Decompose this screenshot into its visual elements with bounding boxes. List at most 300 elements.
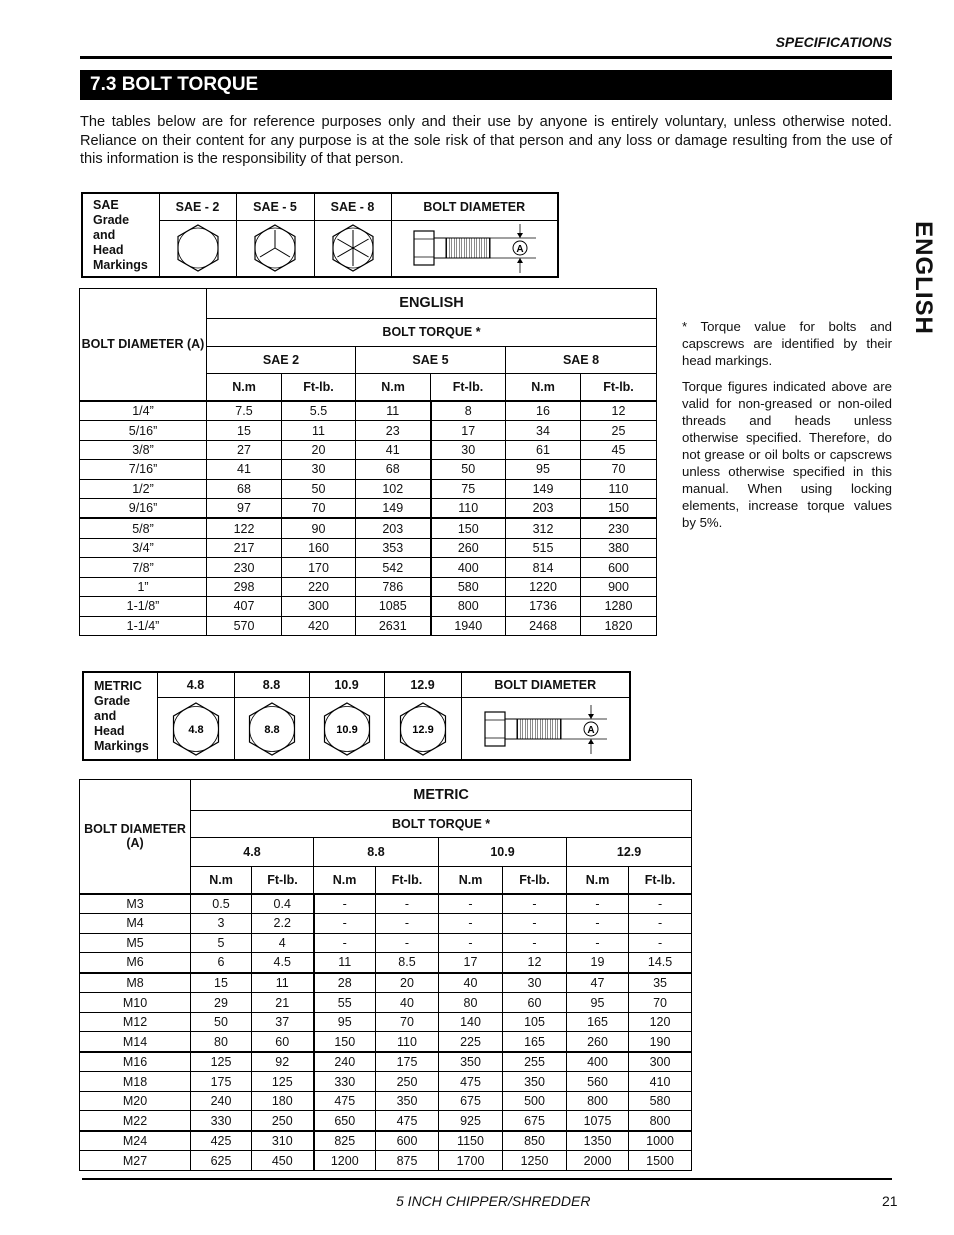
torque-cell: 3 xyxy=(191,914,252,933)
table-row xyxy=(80,1012,692,1031)
torque-cell: 240 xyxy=(314,1052,376,1072)
torque-cell: - xyxy=(567,914,629,933)
torque-cell: 11 xyxy=(314,953,376,973)
bolt-size-cell: 3/8” xyxy=(80,440,207,459)
torque-cell: 1350 xyxy=(567,1131,629,1151)
torque-cell: 110 xyxy=(581,479,657,498)
metric-unit-header: Ft-lb. xyxy=(629,866,692,893)
sae-8-head-icon xyxy=(314,220,391,277)
sae-grade-8-header: SAE - 8 xyxy=(314,193,391,220)
english-unit-header: Ft-lb. xyxy=(431,374,506,401)
torque-cell: 180 xyxy=(252,1091,314,1110)
torque-cell: 2631 xyxy=(356,616,431,635)
bolt-size-cell: 1-1/4” xyxy=(80,616,207,635)
torque-cell: 6 xyxy=(191,953,252,973)
bolt-size-cell: M14 xyxy=(80,1032,191,1052)
torque-cell: 350 xyxy=(439,1052,503,1072)
torque-cell: 475 xyxy=(439,1072,503,1091)
metric-bolt-diameter-header: BOLT DIAMETER xyxy=(461,672,630,698)
torque-cell: 15 xyxy=(207,421,282,440)
torque-cell: 1820 xyxy=(581,616,657,635)
torque-cell: 203 xyxy=(506,498,581,518)
table-row xyxy=(80,518,657,538)
torque-cell: 400 xyxy=(567,1052,629,1072)
torque-cell: - xyxy=(503,914,567,933)
torque-cell: 8 xyxy=(431,401,506,421)
metric-unit-header: N.m xyxy=(314,866,376,893)
footer-title: 5 INCH CHIPPER/SHREDDER xyxy=(396,1193,591,1209)
english-torque-header: BOLT TORQUE * xyxy=(207,318,657,346)
torque-cell: 4.5 xyxy=(252,953,314,973)
torque-cell: 310 xyxy=(252,1131,314,1151)
bolt-size-cell: M20 xyxy=(80,1091,191,1110)
torque-cell: 34 xyxy=(506,421,581,440)
bolt-size-cell: M16 xyxy=(80,1052,191,1072)
torque-cell: 105 xyxy=(503,1012,567,1031)
torque-cell: 27 xyxy=(207,440,282,459)
torque-cell: - xyxy=(376,914,439,933)
torque-cell: 2468 xyxy=(506,616,581,635)
torque-cell: 1000 xyxy=(629,1131,692,1151)
torque-cell: 95 xyxy=(314,1012,376,1031)
torque-cell: 41 xyxy=(207,460,282,479)
torque-cell: - xyxy=(567,894,629,914)
english-torque-table xyxy=(79,288,657,636)
table-row xyxy=(80,440,657,459)
torque-cell: 850 xyxy=(503,1131,567,1151)
table-row xyxy=(80,894,692,914)
metric-unit-header: N.m xyxy=(567,866,629,893)
torque-cell: - xyxy=(629,914,692,933)
torque-cell: 217 xyxy=(207,539,282,558)
torque-cell: 203 xyxy=(356,518,431,538)
torque-footnote: * Torque value for bolts and capscrews are identified by their head markings. xyxy=(682,319,892,368)
table-row xyxy=(80,401,657,421)
english-unit-header: N.m xyxy=(356,374,431,401)
metric-10-9-head-icon xyxy=(309,698,384,760)
table-row xyxy=(80,1072,692,1091)
sae-markings-table xyxy=(81,192,559,278)
table-row xyxy=(80,539,657,558)
svg-text:4.8: 4.8 xyxy=(187,723,204,736)
torque-cell: 50 xyxy=(431,460,506,479)
torque-cell: 150 xyxy=(314,1032,376,1052)
svg-text:A: A xyxy=(587,724,595,736)
torque-cell: 1940 xyxy=(431,616,506,635)
english-grade-header: SAE 2 xyxy=(207,347,356,374)
table-row xyxy=(80,1032,692,1052)
torque-guidance-note: Torque figures indicated above are valid for non-greased or non-oiled threads and heads unless otherwise specified. Therefore, do not grease or oil bolts or capscrews unless otherwise specified in this manual. When using locking elements, increase torque values by 5%. xyxy=(682,379,892,530)
torque-cell: 95 xyxy=(567,993,629,1012)
torque-cell: 350 xyxy=(376,1091,439,1110)
table-row xyxy=(80,973,692,993)
table-row xyxy=(80,577,657,596)
torque-cell: 407 xyxy=(207,597,282,616)
torque-cell: 21 xyxy=(252,993,314,1012)
metric-markings-label: METRIC Grade and Head Markings xyxy=(83,672,157,760)
table-row xyxy=(80,1111,692,1131)
torque-cell: 600 xyxy=(376,1131,439,1151)
torque-cell: 92 xyxy=(252,1052,314,1072)
torque-cell: 542 xyxy=(356,558,431,577)
english-unit-header: N.m xyxy=(506,374,581,401)
english-unit-header: N.m xyxy=(207,374,282,401)
table-row xyxy=(80,597,657,616)
bolt-size-cell: M18 xyxy=(80,1072,191,1091)
torque-cell: 17 xyxy=(431,421,506,440)
torque-cell: - xyxy=(567,933,629,952)
torque-cell: 70 xyxy=(629,993,692,1012)
metric-bolt-diagram-icon xyxy=(461,698,630,760)
torque-cell: 230 xyxy=(207,558,282,577)
torque-cell: 19 xyxy=(567,953,629,973)
sae-bolt-diagram-icon xyxy=(391,220,558,277)
torque-cell: 5 xyxy=(191,933,252,952)
torque-cell: 240 xyxy=(191,1091,252,1110)
torque-cell: 675 xyxy=(503,1111,567,1131)
torque-cell: - xyxy=(314,894,376,914)
torque-cell: 1220 xyxy=(506,577,581,596)
torque-cell: 0.5 xyxy=(191,894,252,914)
torque-cell: 800 xyxy=(567,1091,629,1110)
torque-cell: 70 xyxy=(282,498,356,518)
torque-cell: 800 xyxy=(629,1111,692,1131)
table-row xyxy=(80,1151,692,1171)
torque-cell: 12 xyxy=(503,953,567,973)
bolt-size-cell: M3 xyxy=(80,894,191,914)
footer-rule xyxy=(82,1178,892,1180)
section-title: 7.3 BOLT TORQUE xyxy=(80,70,892,100)
metric-8-8-head-icon xyxy=(234,698,309,760)
bolt-size-cell: 1-1/8” xyxy=(80,597,207,616)
metric-torque-header: BOLT TORQUE * xyxy=(191,811,692,838)
torque-cell: 41 xyxy=(356,440,431,459)
torque-cell: 250 xyxy=(376,1072,439,1091)
torque-cell: 30 xyxy=(282,460,356,479)
torque-cell: 330 xyxy=(191,1111,252,1131)
torque-cell: 11 xyxy=(252,973,314,993)
torque-cell: 925 xyxy=(439,1111,503,1131)
torque-cell: 786 xyxy=(356,577,431,596)
torque-cell: 97 xyxy=(207,498,282,518)
torque-cell: 170 xyxy=(282,558,356,577)
metric-unit-header: Ft-lb. xyxy=(376,866,439,893)
torque-cell: 150 xyxy=(431,518,506,538)
sae-grade-5-header: SAE - 5 xyxy=(236,193,314,220)
torque-cell: 650 xyxy=(314,1111,376,1131)
torque-cell: 110 xyxy=(431,498,506,518)
torque-cell: 1250 xyxy=(503,1151,567,1171)
torque-cell: - xyxy=(439,933,503,952)
torque-cell: 420 xyxy=(282,616,356,635)
metric-unit-header: Ft-lb. xyxy=(503,866,567,893)
torque-cell: 23 xyxy=(356,421,431,440)
torque-cell: - xyxy=(314,933,376,952)
torque-cell: 30 xyxy=(503,973,567,993)
torque-cell: 140 xyxy=(439,1012,503,1031)
torque-cell: 68 xyxy=(207,479,282,498)
torque-cell: 1075 xyxy=(567,1111,629,1131)
bolt-size-cell: 5/16” xyxy=(80,421,207,440)
running-header: SPECIFICATIONS xyxy=(775,34,892,50)
torque-cell: 80 xyxy=(191,1032,252,1052)
table-row xyxy=(80,421,657,440)
english-grade-header: SAE 5 xyxy=(356,347,506,374)
torque-cell: 5.5 xyxy=(282,401,356,421)
bolt-size-cell: 5/8” xyxy=(80,518,207,538)
torque-cell: 55 xyxy=(314,993,376,1012)
torque-cell: 40 xyxy=(439,973,503,993)
torque-cell: - xyxy=(503,894,567,914)
bolt-size-cell: M10 xyxy=(80,993,191,1012)
torque-cell: 515 xyxy=(506,539,581,558)
torque-cell: - xyxy=(439,894,503,914)
torque-cell: 625 xyxy=(191,1151,252,1171)
sae-grade-2-header: SAE - 2 xyxy=(159,193,236,220)
torque-cell: 330 xyxy=(314,1072,376,1091)
torque-cell: 1085 xyxy=(356,597,431,616)
torque-cell: 29 xyxy=(191,993,252,1012)
torque-cell: 1200 xyxy=(314,1151,376,1171)
bolt-size-cell: M27 xyxy=(80,1151,191,1171)
svg-text:A: A xyxy=(516,244,524,256)
bolt-size-cell: M22 xyxy=(80,1111,191,1131)
torque-cell: - xyxy=(376,894,439,914)
torque-cell: 380 xyxy=(581,539,657,558)
torque-cell: 175 xyxy=(191,1072,252,1091)
sae-markings-label: SAE Grade and Head Markings xyxy=(82,193,159,277)
bolt-size-cell: M12 xyxy=(80,1012,191,1031)
bolt-size-cell: 3/4” xyxy=(80,539,207,558)
metric-grade-header: 8.8 xyxy=(234,672,309,698)
table-row xyxy=(80,1052,692,1072)
bolt-size-cell: M24 xyxy=(80,1131,191,1151)
torque-cell: 800 xyxy=(431,597,506,616)
torque-cell: 70 xyxy=(376,1012,439,1031)
table-row xyxy=(80,993,692,1012)
torque-cell: 50 xyxy=(191,1012,252,1031)
torque-cell: 50 xyxy=(282,479,356,498)
torque-cell: 37 xyxy=(252,1012,314,1031)
torque-cell: 500 xyxy=(503,1091,567,1110)
torque-cell: 61 xyxy=(506,440,581,459)
metric-table-title: METRIC xyxy=(191,780,692,811)
bolt-size-cell: 1” xyxy=(80,577,207,596)
torque-cell: 102 xyxy=(356,479,431,498)
bolt-size-cell: 1/2” xyxy=(80,479,207,498)
torque-cell: 17 xyxy=(439,953,503,973)
torque-cell: 255 xyxy=(503,1052,567,1072)
torque-cell: - xyxy=(439,914,503,933)
metric-torque-table xyxy=(79,779,692,1171)
bolt-size-cell: M5 xyxy=(80,933,191,952)
torque-cell: - xyxy=(376,933,439,952)
torque-cell: 1736 xyxy=(506,597,581,616)
torque-cell: 353 xyxy=(356,539,431,558)
torque-cell: 60 xyxy=(503,993,567,1012)
table-row xyxy=(80,953,692,973)
bolt-size-cell: M4 xyxy=(80,914,191,933)
torque-cell: 11 xyxy=(282,421,356,440)
torque-cell: 400 xyxy=(431,558,506,577)
english-unit-header: Ft-lb. xyxy=(282,374,356,401)
metric-grade-col-header: 10.9 xyxy=(439,838,567,867)
torque-cell: 1700 xyxy=(439,1151,503,1171)
table-row xyxy=(80,1131,692,1151)
torque-cell: 28 xyxy=(314,973,376,993)
table-row xyxy=(80,558,657,577)
english-bolt-diameter-header: BOLT DIAMETER (A) xyxy=(80,289,207,401)
torque-cell: 125 xyxy=(191,1052,252,1072)
torque-cell: - xyxy=(503,933,567,952)
torque-cell: 30 xyxy=(431,440,506,459)
torque-cell: 580 xyxy=(629,1091,692,1110)
torque-cell: 220 xyxy=(282,577,356,596)
torque-cell: 900 xyxy=(581,577,657,596)
torque-cell: 149 xyxy=(356,498,431,518)
header-rule xyxy=(80,56,892,59)
torque-cell: 298 xyxy=(207,577,282,596)
sae-2-head-icon xyxy=(159,220,236,277)
torque-cell: 40 xyxy=(376,993,439,1012)
torque-cell: 160 xyxy=(282,539,356,558)
torque-cell: 190 xyxy=(629,1032,692,1052)
table-row xyxy=(80,460,657,479)
torque-cell: 580 xyxy=(431,577,506,596)
torque-cell: 1150 xyxy=(439,1131,503,1151)
torque-cell: 260 xyxy=(431,539,506,558)
metric-4-8-head-icon xyxy=(157,698,234,760)
metric-unit-header: N.m xyxy=(191,866,252,893)
table-row xyxy=(80,933,692,952)
torque-cell: 560 xyxy=(567,1072,629,1091)
torque-cell: 149 xyxy=(506,479,581,498)
torque-cell: 1280 xyxy=(581,597,657,616)
torque-cell: 68 xyxy=(356,460,431,479)
torque-cell: 1500 xyxy=(629,1151,692,1171)
torque-cell: 14.5 xyxy=(629,953,692,973)
torque-cell: 75 xyxy=(431,479,506,498)
torque-cell: 15 xyxy=(191,973,252,993)
torque-cell: 570 xyxy=(207,616,282,635)
language-side-tab: ENGLISH xyxy=(910,220,937,335)
metric-grade-col-header: 4.8 xyxy=(191,838,314,867)
torque-cell: 12 xyxy=(581,401,657,421)
table-row xyxy=(80,914,692,933)
torque-cell: 475 xyxy=(376,1111,439,1131)
torque-cell: 475 xyxy=(314,1091,376,1110)
intro-paragraph: The tables below are for reference purposes only and their use by anyone is entirely voluntary, unless otherwise noted. Reliance on their content for any purpose is at the sole risk of that person and any loss or damage resulting from the use of this information is the responsibility of that person. xyxy=(80,114,892,167)
torque-cell: 2.2 xyxy=(252,914,314,933)
torque-cell: 814 xyxy=(506,558,581,577)
metric-grade-header: 10.9 xyxy=(309,672,384,698)
torque-cell: 165 xyxy=(567,1012,629,1031)
torque-cell: 450 xyxy=(252,1151,314,1171)
torque-cell: 600 xyxy=(581,558,657,577)
torque-cell: 20 xyxy=(282,440,356,459)
torque-cell: 165 xyxy=(503,1032,567,1052)
torque-cell: 250 xyxy=(252,1111,314,1131)
torque-cell: 300 xyxy=(282,597,356,616)
metric-grade-col-header: 8.8 xyxy=(314,838,439,867)
torque-cell: 4 xyxy=(252,933,314,952)
metric-bolt-diameter-header: BOLT DIAMETER (A) xyxy=(80,780,191,894)
torque-cell: 300 xyxy=(629,1052,692,1072)
torque-cell: 35 xyxy=(629,973,692,993)
table-row xyxy=(80,479,657,498)
torque-cell: 260 xyxy=(567,1032,629,1052)
torque-cell: 8.5 xyxy=(376,953,439,973)
torque-cell: 47 xyxy=(567,973,629,993)
svg-text:8.8: 8.8 xyxy=(263,723,280,736)
torque-cell: 150 xyxy=(581,498,657,518)
torque-cell: 175 xyxy=(376,1052,439,1072)
torque-cell: - xyxy=(629,933,692,952)
torque-cell: - xyxy=(629,894,692,914)
metric-markings-table xyxy=(82,671,631,761)
metric-unit-header: Ft-lb. xyxy=(252,866,314,893)
torque-cell: 425 xyxy=(191,1131,252,1151)
torque-cell: 125 xyxy=(252,1072,314,1091)
sae-bolt-diameter-header: BOLT DIAMETER xyxy=(391,193,558,220)
bolt-size-cell: 9/16” xyxy=(80,498,207,518)
english-unit-header: Ft-lb. xyxy=(581,374,657,401)
torque-cell: 2000 xyxy=(567,1151,629,1171)
table-row xyxy=(80,1091,692,1110)
torque-cell: 875 xyxy=(376,1151,439,1171)
svg-text:12.9: 12.9 xyxy=(411,723,434,736)
torque-cell: 90 xyxy=(282,518,356,538)
table-row xyxy=(80,498,657,518)
bolt-size-cell: 7/8” xyxy=(80,558,207,577)
torque-cell: 675 xyxy=(439,1091,503,1110)
english-table-title: ENGLISH xyxy=(207,289,657,319)
torque-cell: 122 xyxy=(207,518,282,538)
torque-cell: 120 xyxy=(629,1012,692,1031)
page-number: 21 xyxy=(882,1193,898,1209)
torque-cell: 825 xyxy=(314,1131,376,1151)
metric-12-9-head-icon xyxy=(384,698,461,760)
torque-cell: 80 xyxy=(439,993,503,1012)
torque-cell: 225 xyxy=(439,1032,503,1052)
torque-cell: 230 xyxy=(581,518,657,538)
torque-cell: 410 xyxy=(629,1072,692,1091)
torque-cell: - xyxy=(314,914,376,933)
bolt-size-cell: 7/16” xyxy=(80,460,207,479)
torque-cell: 70 xyxy=(581,460,657,479)
torque-cell: 350 xyxy=(503,1072,567,1091)
torque-cell: 60 xyxy=(252,1032,314,1052)
svg-text:10.9: 10.9 xyxy=(335,723,358,736)
torque-cell: 0.4 xyxy=(252,894,314,914)
table-row xyxy=(80,616,657,635)
torque-cell: 11 xyxy=(356,401,431,421)
english-grade-header: SAE 8 xyxy=(506,347,657,374)
sae-5-head-icon xyxy=(236,220,314,277)
torque-cell: 16 xyxy=(506,401,581,421)
torque-cell: 312 xyxy=(506,518,581,538)
torque-cell: 7.5 xyxy=(207,401,282,421)
torque-cell: 45 xyxy=(581,440,657,459)
torque-cell: 110 xyxy=(376,1032,439,1052)
torque-cell: 95 xyxy=(506,460,581,479)
bolt-size-cell: 1/4” xyxy=(80,401,207,421)
bolt-size-cell: M6 xyxy=(80,953,191,973)
torque-cell: 25 xyxy=(581,421,657,440)
metric-grade-header: 4.8 xyxy=(157,672,234,698)
metric-unit-header: N.m xyxy=(439,866,503,893)
torque-cell: 20 xyxy=(376,973,439,993)
